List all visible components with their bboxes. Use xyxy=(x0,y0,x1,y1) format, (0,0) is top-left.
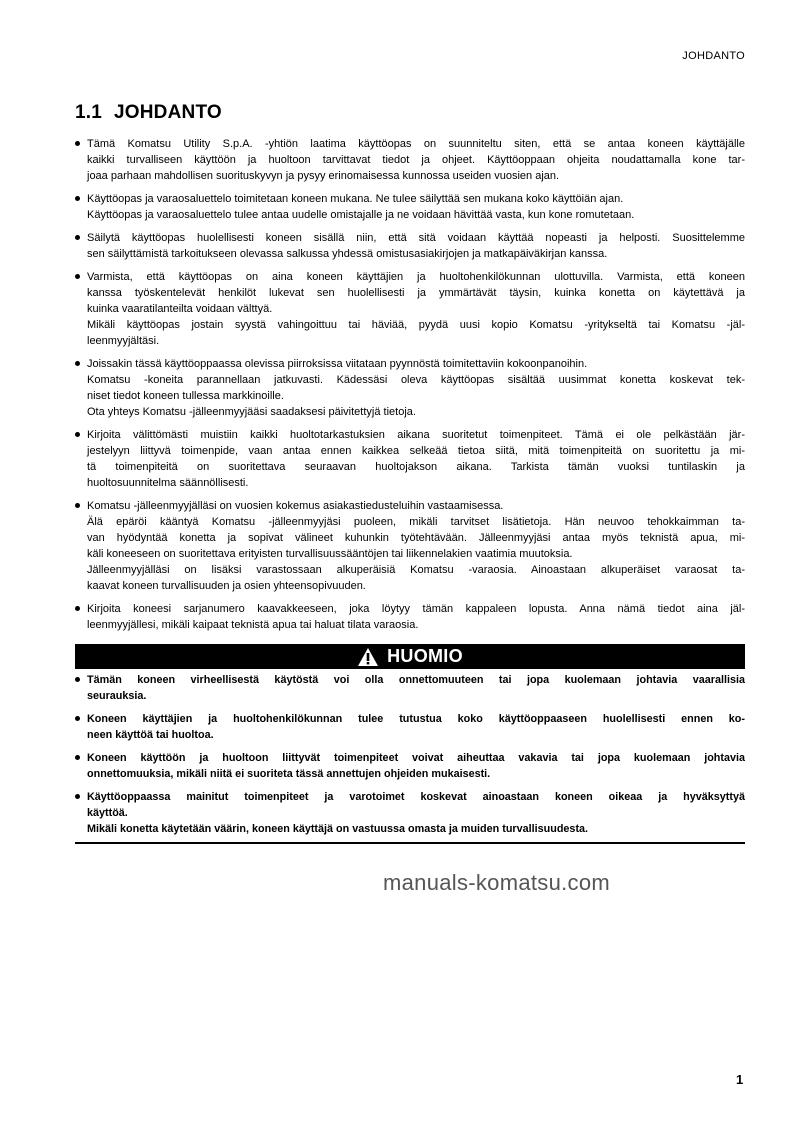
text-line: tä toimenpiteitä on suoritettava seuraavan huoltojakson aikana. Tarkista tämän vuoksi tuntilaskin ja xyxy=(87,461,745,473)
text-line: joaa parhaan mahdollisen suorituskyvyn ja pysyy erinomaisessa kunnossa useiden vuosien ajan. xyxy=(87,170,560,182)
text-line: Komatsu -koneita parannellaan jatkuvasti. Kädessäsi oleva käyttöopas sisältää uusimmat konetta koskevat tek- xyxy=(87,374,745,386)
text-line: onnettomuuksia, mikäli niitä ei suoriteta tässä annettujen ohjeiden mukaisesti. xyxy=(87,768,491,780)
text-line: Kirjoita koneesi sarjanumero kaavakkeeseen, joka löytyy tämän kappaleen lopusta. Anna nämä tiedot aina jäl- xyxy=(87,603,745,615)
text-line: Älä epäröi kääntyä Komatsu -jälleenmyyjäsi puoleen, mikäli tarvitset lisätietoja. Hän neuvoo tehokkaimman ta- xyxy=(87,516,745,528)
text-line: kanssa työskentelevät henkilöt lukevat sen huolellisesti ja ymmärtävät täysin, kuinka konetta on käytettävä ja xyxy=(87,287,745,299)
bullet-icon xyxy=(75,274,80,279)
running-header: JOHDANTO xyxy=(682,50,745,62)
text-line: neen käyttöä tai huoltoa. xyxy=(87,729,214,741)
text-line: Tämän koneen virheellisestä käytöstä voi olla onnettomuuteen tai jopa kuolemaan johtavia vaarallisia xyxy=(87,674,745,686)
page-number: 1 xyxy=(736,1072,744,1087)
warning-label: HUOMIO xyxy=(387,646,463,666)
bullet-icon xyxy=(75,141,80,146)
warning-triangle-icon xyxy=(357,647,379,667)
text-line: kaikki turvalliseen käyttöön ja huoltoon tarvittavat tiedot ja ohjeet. Käyttöoppaan ohjeita noudattamalla kone tar- xyxy=(87,154,745,166)
bullet-icon xyxy=(75,432,80,437)
text-line: jestelyyn liittyvä toimenpide, vaan antaa ennen kaikkea selkeää tietoa siitä, mitä toimenpiteitä on suoritettu ja mi- xyxy=(87,445,745,457)
text-line: Varmista, että käyttöopas on aina koneen käyttäjien ja huoltohenkilökunnan ulottuvilla. Varmista, että koneen xyxy=(87,271,745,283)
text-line: Käyttöopas ja varaosaluettelo tulee antaa uudelle omistajalle ja ne voidaan hävittää vasta, kun kone romutetaan. xyxy=(87,209,635,221)
text-line: Koneen käyttöön ja huoltoon liittyvät toimenpiteet voivat aiheuttaa vakavia tai jopa kuolemaan johtavia xyxy=(87,752,745,764)
text-line: Kirjoita välittömästi muistiin kaikki huoltotarkastuksien aikana suoritetut toimenpiteet. Tämä ei ole pelkästään jär- xyxy=(87,429,745,441)
bullet-icon xyxy=(75,716,80,721)
text-line: huoltosuunnitelma säännöllisesti. xyxy=(87,477,249,489)
intro-paragraph xyxy=(75,191,745,223)
intro-paragraph xyxy=(75,230,745,262)
text-line: Komatsu -jälleenmyyjälläsi on vuosien kokemus asiakastiedusteluihin vastaamisessa. xyxy=(87,500,504,512)
text-line: seurauksia. xyxy=(87,690,147,702)
text-line: Käyttöopas ja varaosaluettelo toimitetaan koneen mukana. Ne tulee säilyttää sen mukana koko käyttöiän ajan. xyxy=(87,193,624,205)
text-line: käyttöä. xyxy=(87,807,128,819)
text-line: Käyttöoppaassa mainitut toimenpiteet ja varotoimet koskevat ainoastaan koneen oikeaa ja hyväksyttyä xyxy=(87,791,745,803)
warning-list xyxy=(75,672,745,844)
warning-item xyxy=(75,711,745,743)
intro-paragraph xyxy=(75,427,745,491)
text-line: Tämä Komatsu Utility S.p.A. -yhtiön laatima käyttöopas on suunniteltu siten, että se antaa koneen käyttäjälle xyxy=(87,138,745,150)
text-line: leenmyyjällesi, mikäli kaipaat teknistä apua tai haluat tilata varaosia. xyxy=(87,619,419,631)
text-line: van hyödyntää konetta ja sopivat välineet kuhunkin työtehtävään. Jälleenmyyjäsi antaa myös teknistä apua, mi- xyxy=(87,532,745,544)
warning-item xyxy=(75,789,745,837)
intro-paragraph xyxy=(75,601,745,633)
warning-item xyxy=(75,750,745,782)
bullet-icon xyxy=(75,235,80,240)
bullet-icon xyxy=(75,503,80,508)
bullet-icon xyxy=(75,361,80,366)
text-line: niset tiedot koneen tullessa markkinoille. xyxy=(87,390,284,402)
text-line: kuinka vaaratilanteilta voidaan välttyä. xyxy=(87,303,273,315)
bullet-icon xyxy=(75,677,80,682)
intro-list xyxy=(75,136,745,640)
bullet-icon xyxy=(75,606,80,611)
text-line: Mikäli konetta käytetään väärin, koneen käyttäjä on vastuussa omasta ja muiden turvallisuudesta. xyxy=(87,823,589,835)
text-line: leenmyyjältäsi. xyxy=(87,335,160,347)
text-line: Joissakin tässä käyttöoppaassa olevissa piirroksissa viitataan pyynnöstä toimitettaviin kokoonpanoihin. xyxy=(87,358,588,370)
bullet-icon xyxy=(75,794,80,799)
bullet-icon xyxy=(75,196,80,201)
intro-paragraph xyxy=(75,356,745,420)
intro-paragraph xyxy=(75,498,745,594)
text-line: Ota yhteys Komatsu -jälleenmyyjääsi saadaksesi päivitettyjä tietoja. xyxy=(87,406,416,418)
text-line: sen säilyttämistä tarkoitukseen olevassa salkussa yhdessä omistusasiakirjojen ja matkapäiväkirjan kanssa. xyxy=(87,248,608,260)
bullet-icon xyxy=(75,755,80,760)
warning-item xyxy=(75,672,745,704)
text-line: Jälleenmyyjälläsi on lisäksi varastossaan alkuperäisiä Komatsu -varaosia. Ainoastaan alkuperäiset varaosat ta- xyxy=(87,564,745,576)
text-line: Säilytä käyttöopas huolellisesti koneen sisällä niin, että sitä voidaan käyttää nopeasti ja helposti. Suosittelemme xyxy=(87,232,745,244)
section-title xyxy=(75,102,222,124)
intro-paragraph xyxy=(75,136,745,184)
watermark: manuals-komatsu.com xyxy=(383,870,610,895)
text-line: kaavat koneen turvallisuuden ja osien yhteensopivuuden. xyxy=(87,580,366,592)
text-line: Koneen käyttäjien ja huoltohenkilökunnan tulee tutustua koko käyttöoppaaseen huolellisesti ennen ko- xyxy=(87,713,745,725)
section-number: 1.1 xyxy=(75,102,103,123)
text-line: Mikäli käyttöopas jostain syystä vahingoittuu tai häviää, pyydä uusi kopio Komatsu -yritykseltä tai Komatsu -jäl- xyxy=(87,319,745,331)
warning-banner xyxy=(75,644,745,669)
text-line: käli koneeseen on suoritettava erityisten turvallisuussääntöjen tai liikennelakien vaatimia muutoksia. xyxy=(87,548,573,560)
section-divider xyxy=(75,842,745,844)
section-title-text: JOHDANTO xyxy=(114,102,222,123)
intro-paragraph xyxy=(75,269,745,349)
